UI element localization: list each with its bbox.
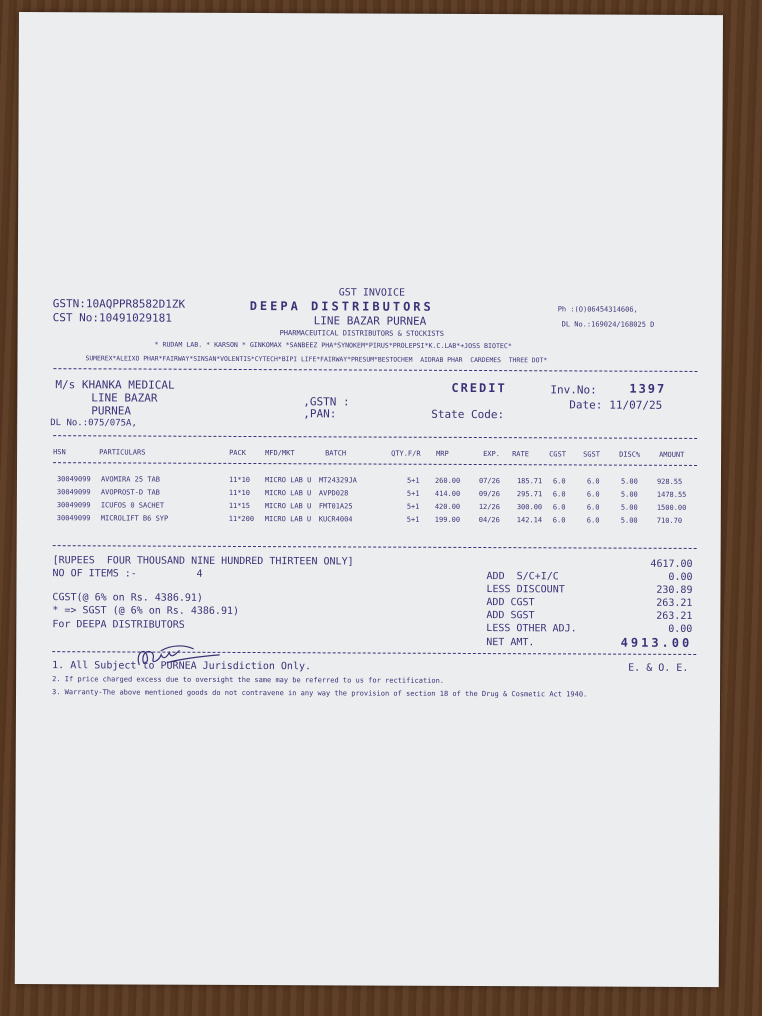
col-rate: RATE (512, 450, 529, 459)
total-value: 263.21 (656, 610, 693, 622)
row-rate: 300.00 (516, 503, 543, 512)
gstn-label: ,GSTN : (303, 395, 350, 409)
row-disc: 5.00 (620, 516, 638, 525)
row-sgst: 6.0 (586, 516, 600, 525)
buyer-address-1: LINE BAZAR (91, 391, 158, 405)
sgst-line: * => SGST (@ 6% on Rs. 4386.91) (52, 605, 240, 617)
items-count: 4 (196, 568, 203, 580)
divider (53, 435, 697, 439)
row-pack: 11*10 (228, 475, 251, 485)
row-cgst: 6.0 (552, 490, 566, 499)
row-amount: 710.70 (656, 516, 683, 525)
row-qty: 5+1 (406, 489, 420, 498)
gstin: GSTN:10AQPPR8582D1ZK (52, 297, 186, 311)
total-value: 230.89 (656, 584, 693, 596)
row-amount: 1500.00 (656, 503, 687, 512)
row-hsn: 30049099 (56, 488, 91, 497)
net-amount-label: NET AMT. (486, 637, 535, 649)
row-disc: 5.00 (620, 490, 638, 499)
pan-label: ,PAN: (303, 407, 337, 421)
row-sgst: 6.0 (586, 490, 600, 499)
row-mrp: 414.00 (434, 489, 461, 498)
divider (53, 545, 697, 549)
col-amount: AMOUNT (659, 450, 685, 459)
col-qty: QTY.F/R (391, 449, 421, 458)
total-value: 263.21 (656, 597, 693, 609)
buyer-dl: DL No.:075/075A, (50, 418, 137, 429)
buyer-address-2: PURNEA (91, 404, 132, 418)
row-qty: 5+1 (406, 502, 420, 511)
phone-number: Ph :(O)06454314606, (557, 305, 638, 314)
row-mfd: MICRO LAB U (264, 502, 312, 511)
firm-address: LINE BAZAR PURNEA (313, 314, 427, 328)
row-mfd: MICRO LAB U (264, 476, 312, 485)
row-mrp: 260.00 (434, 476, 461, 485)
row-sgst: 6.0 (586, 477, 600, 486)
term-3: 3. Warranty-The above mentioned goods do not contravene in any way the provision of section 18 of the Drug & Cosmetic Act 1940. (52, 688, 588, 699)
eoe: E. & O. E. (628, 662, 689, 674)
row-sgst: 6.0 (586, 503, 600, 512)
row-amount: 1478.55 (656, 490, 687, 499)
dl-number: DL No.:169024/168025 D (561, 320, 655, 329)
doc-type: GST INVOICE (338, 287, 406, 299)
row-qty: 5+1 (406, 515, 420, 524)
firm-name: DEEPA DISTRIBUTORS (249, 299, 434, 314)
row-batch: FMT01A25 (318, 502, 353, 511)
row-disc: 5.00 (620, 503, 638, 512)
invoice-paper (15, 12, 723, 987)
for-firm: For DEEPA DISTRIBUTORS (52, 619, 185, 631)
total-label: LESS DISCOUNT (486, 584, 565, 596)
row-qty: 5+1 (406, 476, 420, 485)
cst-number: CST No:10491029181 (52, 311, 172, 325)
total-value: 0.00 (668, 571, 693, 583)
total-label: LESS OTHER ADJ. (486, 623, 577, 635)
row-batch: MT24329JA (318, 476, 357, 485)
row-rate: 142.14 (516, 516, 543, 525)
row-cgst: 6.0 (552, 516, 566, 525)
items-count-label: NO OF ITEMS :- (52, 568, 137, 580)
col-mfd: MFD/MKT (265, 449, 295, 458)
row-exp: 09/26 (478, 490, 500, 499)
buyer-name: M/s KHANKA MEDICAL (55, 378, 175, 392)
cgst-line: CGST(@ 6% on Rs. 4386.91) (52, 592, 203, 604)
col-hsn: HSN (53, 448, 66, 457)
brands-line-2: SUMEREX*ALEIXO PHAR*FAIRWAY*SINSAN*VOLENTIS*CYTECH*BIPI LIFE*FAIRWAY*PRESUM*BESTOCHEM AIDRAB PHAR CARDEMES THREE DOT* (85, 354, 548, 365)
row-amount: 928.55 (656, 477, 683, 486)
row-batch: AVPD028 (318, 489, 349, 498)
col-pack: PACK (229, 448, 246, 457)
col-mrp: MRP (436, 449, 449, 458)
date-label: Date: (569, 398, 603, 412)
row-pack: 11*15 (228, 501, 250, 511)
row-rate: 185.71 (516, 477, 543, 486)
row-rate: 295.71 (516, 490, 543, 499)
term-2: 2. If price charged excess due to oversight the same may be referred to us for rectification. (52, 675, 445, 685)
invoice-no-label: Inv.No: (550, 383, 597, 397)
row-batch: KUCR4004 (318, 515, 353, 524)
row-mrp: 199.00 (434, 515, 461, 524)
row-disc: 5.00 (620, 477, 638, 486)
invoice-date: 11/07/25 (609, 398, 663, 412)
divider (53, 368, 697, 372)
row-particulars: ICUFOS 0 SACHET (100, 501, 165, 510)
gross-amount: 4617.00 (650, 558, 693, 570)
row-hsn: 30049099 (56, 475, 91, 484)
total-value: 0.00 (668, 623, 693, 635)
row-cgst: 6.0 (552, 503, 566, 512)
net-amount: 4913.00 (620, 635, 693, 650)
col-exp: EXP. (483, 450, 500, 459)
invoice-number: 1397 (629, 381, 667, 396)
col-cgst: CGST (549, 450, 566, 459)
firm-subtitle: PHARMACEUTICAL DISTRIBUTORS & STOCKISTS (279, 329, 444, 338)
amount-in-words: [RUPEES FOUR THOUSAND NINE HUNDRED THIRTEEN ONLY] (52, 555, 354, 568)
row-particulars: AVOMIRA 25 TAB (100, 475, 160, 484)
row-exp: 12/26 (478, 503, 500, 512)
col-batch: BATCH (325, 449, 347, 458)
row-mfd: MICRO LAB U (264, 489, 312, 498)
brands-line-1: * RUDAM LAB. * KARSON * GINKOMAX *SANBEEZ PHA*SYNOKEM*PIRUS*PROLEPSI*K.C.LAB*+JOSS BIOTEC* (154, 340, 512, 351)
row-exp: 07/26 (478, 477, 501, 486)
total-label: ADD SGST (486, 610, 535, 622)
total-label: ADD S/C+I/C (486, 571, 559, 583)
row-mrp: 420.00 (434, 502, 461, 511)
total-label: ADD CGST (486, 597, 535, 609)
row-pack: 11*10 (228, 488, 250, 498)
row-mfd: MICRO LAB U (264, 515, 312, 524)
row-particulars: AVOPROST-D TAB (100, 488, 160, 497)
row-pack: 11*200 (228, 514, 255, 524)
bill-type: CREDIT (451, 380, 507, 396)
row-cgst: 6.0 (552, 477, 566, 486)
row-hsn: 30049099 (56, 514, 91, 523)
col-sgst: SGST (583, 450, 600, 459)
col-disc: DISC% (619, 450, 641, 459)
term-1: 1. All Subject to PURNEA Jurisdiction Only. (52, 660, 312, 673)
row-particulars: MICROLIFT B6 SYP (100, 514, 169, 523)
row-hsn: 30049099 (56, 501, 91, 510)
state-code-label: State Code: (431, 407, 505, 422)
col-particulars: PARTICULARS (99, 448, 146, 457)
divider (53, 462, 697, 466)
row-exp: 04/26 (478, 516, 500, 525)
